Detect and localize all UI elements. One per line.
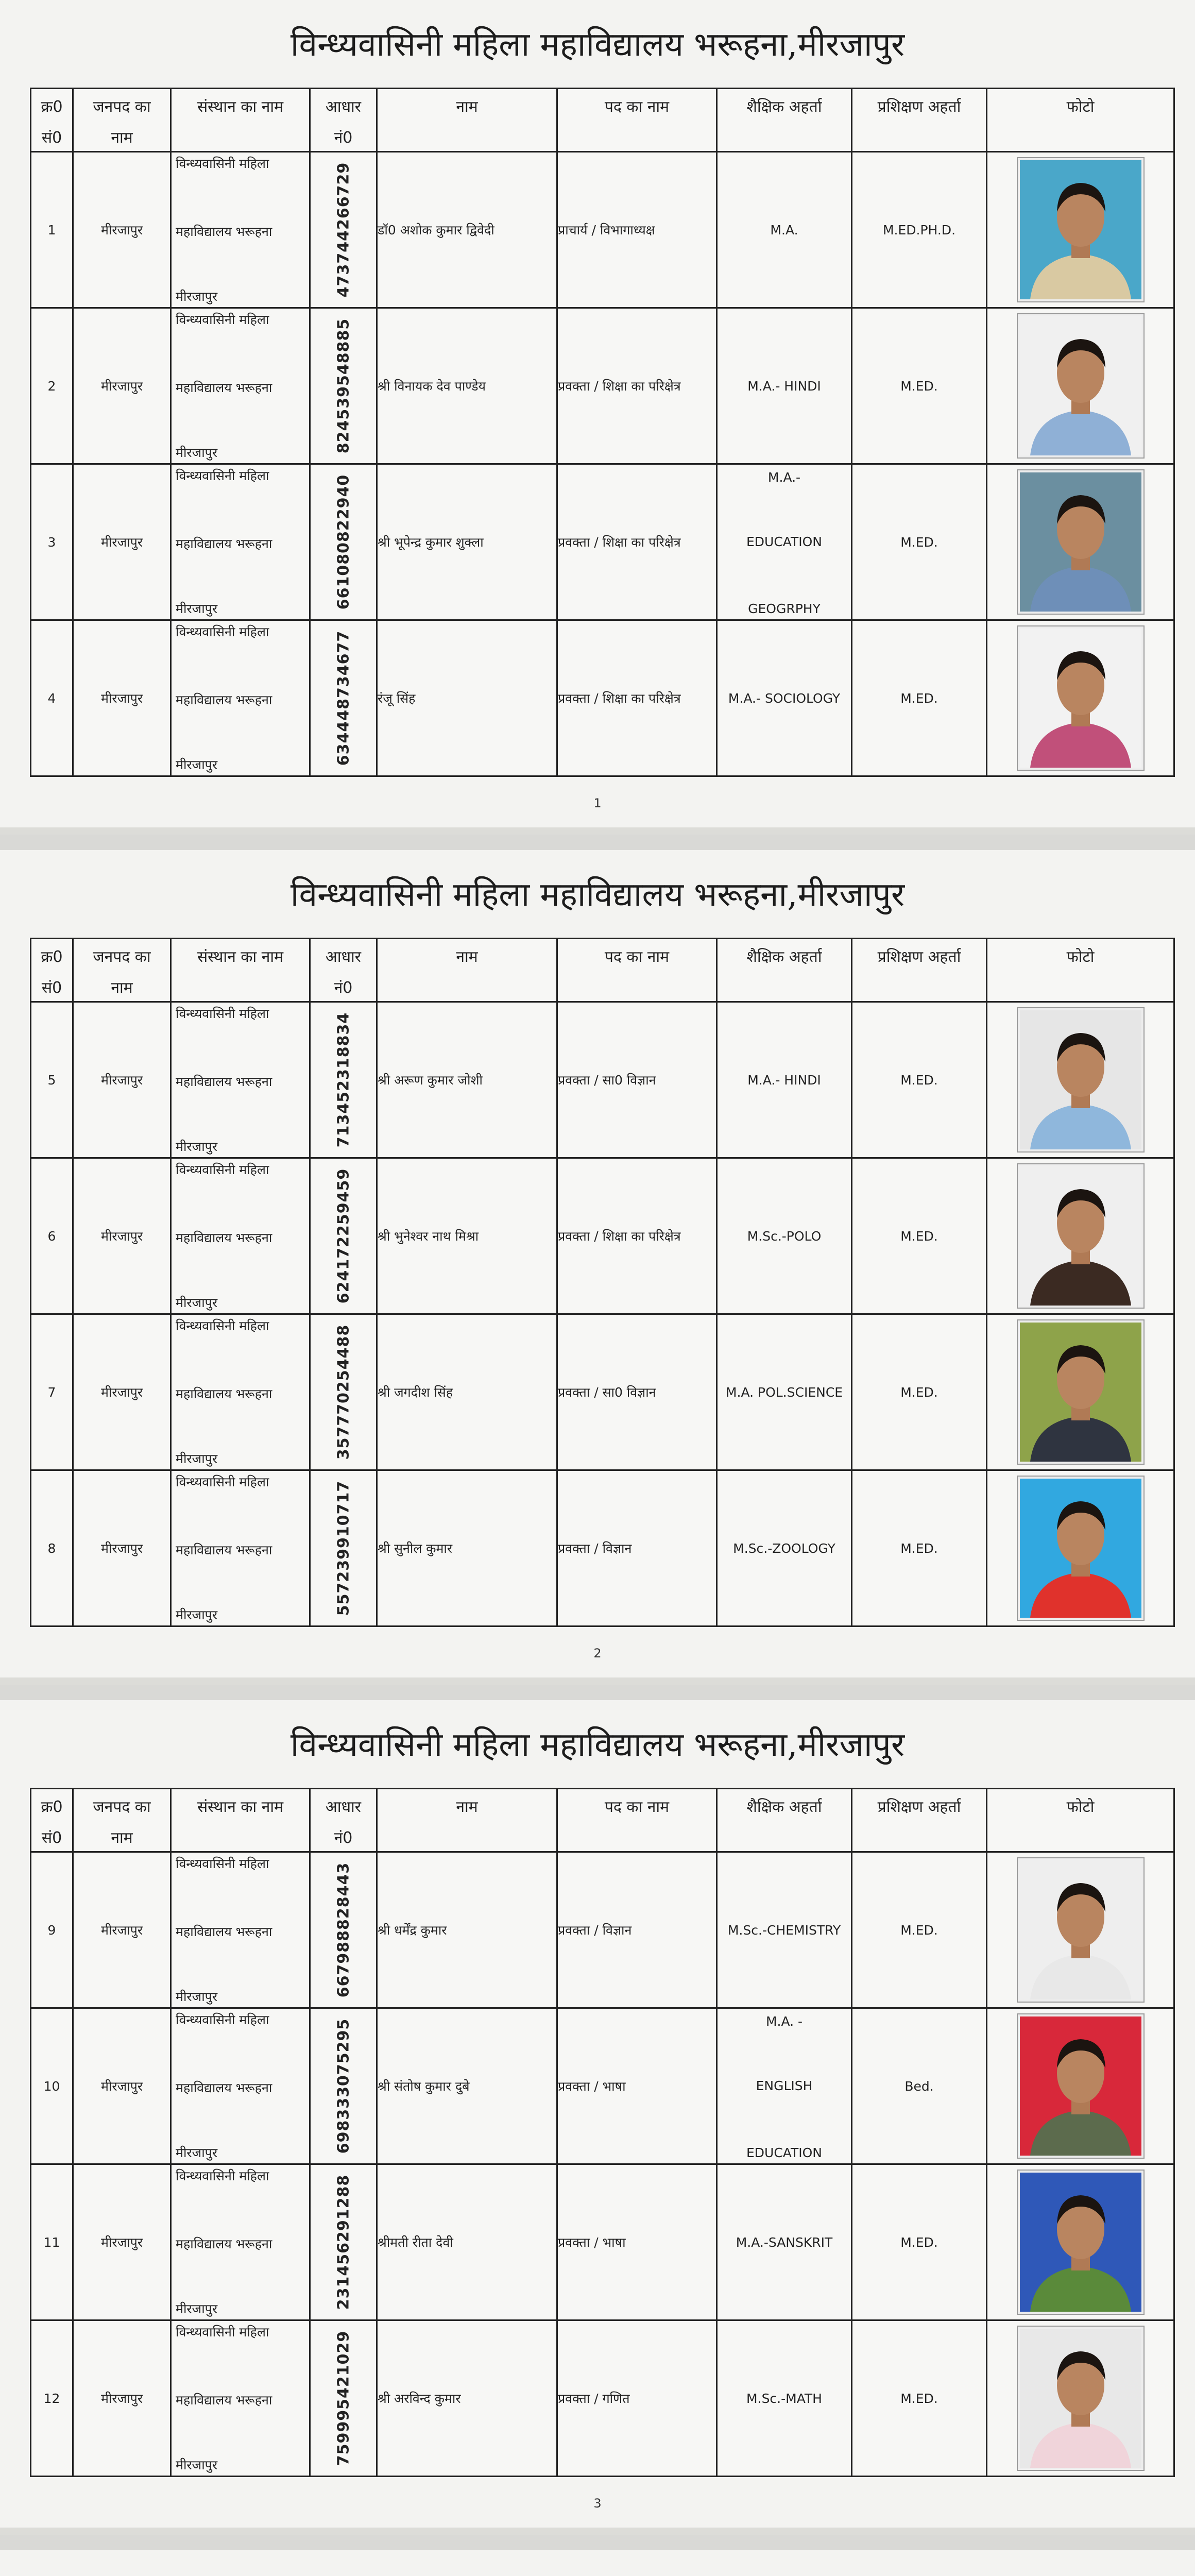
header-serial-bottom: सं0 (31, 122, 73, 152)
training-qualification: M.ED. (852, 1470, 987, 1626)
institution-line: महाविद्यालय भरूहना (176, 2080, 272, 2095)
serial-number: 3 (31, 464, 73, 620)
staff-table (30, 88, 1175, 777)
header-serial-top: क्र0 (31, 89, 73, 123)
header-row-top (31, 939, 1174, 973)
institution-line: विन्ध्यवासिनी महिला (176, 1006, 269, 1021)
institution-name (171, 308, 310, 464)
person-photo-image (1020, 2329, 1141, 2468)
training-qualification: M.ED. (852, 308, 987, 464)
training-qualification: M.ED. (852, 2164, 987, 2320)
institution-line: मीरजापुर (176, 1451, 218, 1466)
header-qualification-bottom (717, 1822, 852, 1852)
photo-cell (987, 2008, 1174, 2164)
person-photo-image (1020, 2173, 1141, 2312)
institution-line: महाविद्यालय भरूहना (176, 536, 272, 551)
aadhaar-number: 824539548885 (334, 318, 352, 454)
header-aadhaar-bottom: नं0 (310, 972, 377, 1002)
passport-photo (1018, 2327, 1143, 2470)
header-training-bottom (852, 122, 987, 152)
photo-cell (987, 620, 1174, 776)
serial-number: 2 (31, 308, 73, 464)
aadhaar-cell (310, 2320, 377, 2477)
qualification (717, 1002, 852, 1158)
post-name: प्रवक्ता / विज्ञान (557, 1852, 717, 2008)
person-photo-image (1020, 1166, 1141, 1306)
header-institution-bottom (171, 972, 310, 1002)
document-page (0, 850, 1195, 1685)
serial-number: 5 (31, 1002, 73, 1158)
header-qualification-top: शैक्षिक अहर्ता (717, 1789, 852, 1823)
aadhaar-number: 473744266729 (334, 162, 352, 298)
institution-line: विन्ध्यवासिनी महिला (176, 312, 269, 327)
header-qualification-top: शैक्षिक अहर्ता (717, 939, 852, 973)
header-row-bottom (31, 972, 1174, 1002)
aadhaar-number: 557239910717 (334, 1480, 352, 1616)
photo-cell (987, 1314, 1174, 1470)
qualification-line: M.Sc.-CHEMISTRY (727, 1922, 841, 1938)
photo-cell (987, 308, 1174, 464)
qualification-line: M.A.- HINDI (747, 1072, 821, 1088)
header-post-top: पद का नाम (557, 939, 717, 973)
table-row (31, 1470, 1174, 1626)
institution-line: मीरजापुर (176, 757, 218, 772)
training-qualification: M.ED. (852, 464, 987, 620)
passport-photo (1018, 2171, 1143, 2314)
institution-line: मीरजापुर (176, 601, 218, 616)
header-photo-top: फोटो (987, 939, 1174, 973)
institution-line: मीरजापुर (176, 289, 218, 304)
qualification-line: M.Sc.-ZOOLOGY (733, 1540, 835, 1556)
staff-name: श्री विनायक देव पाण्डेय (377, 308, 557, 464)
passport-photo (1018, 1477, 1143, 1620)
institution-line: महाविद्यालय भरूहना (176, 692, 272, 707)
header-serial-bottom: सं0 (31, 972, 73, 1002)
serial-number: 11 (31, 2164, 73, 2320)
post-name: प्राचार्य / विभागाध्यक्ष (557, 152, 717, 308)
photo-cell (987, 464, 1174, 620)
header-photo-bottom (987, 1822, 1174, 1852)
person-photo-image (1020, 1860, 1141, 1999)
header-training-top: प्रशिक्षण अहर्ता (852, 1789, 987, 1823)
institution-line: मीरजापुर (176, 1139, 218, 1154)
post-name: प्रवक्ता / शिक्षा का परिक्षेत्र (557, 464, 717, 620)
table-row (31, 464, 1174, 620)
institution-line: महाविद्यालय भरूहना (176, 1230, 272, 1245)
person-photo-image (1020, 2016, 1141, 2156)
page-number: 2 (593, 1646, 602, 1660)
aadhaar-number: 231456291288 (334, 2174, 352, 2310)
header-row-top (31, 1789, 1174, 1823)
aadhaar-number: 624172259459 (334, 1168, 352, 1304)
passport-photo (1018, 158, 1143, 301)
person-photo-image (1020, 1323, 1141, 1462)
header-aadhaar-top: आधार (310, 89, 377, 123)
post-name: प्रवक्ता / भाषा (557, 2008, 717, 2164)
person-photo-image (1020, 316, 1141, 455)
header-aadhaar-top: आधार (310, 1789, 377, 1823)
institution-line: महाविद्यालय भरूहना (176, 2393, 272, 2408)
qualification (717, 1158, 852, 1314)
staff-name: श्री भूपेन्द्र कुमार शुक्ला (377, 464, 557, 620)
training-qualification: M.ED.PH.D. (852, 152, 987, 308)
serial-number: 12 (31, 2320, 73, 2477)
institution-line: मीरजापुर (176, 445, 218, 460)
header-district-top: जनपद का (73, 939, 171, 973)
staff-table (30, 938, 1175, 1627)
qualification-line: M.A. POL.SCIENCE (725, 1384, 843, 1400)
institution-name (171, 1852, 310, 2008)
header-training-bottom (852, 1822, 987, 1852)
table-row (31, 308, 1174, 464)
serial-number: 9 (31, 1852, 73, 2008)
qualification (717, 308, 852, 464)
header-name-bottom (377, 1822, 557, 1852)
training-qualification: M.ED. (852, 1158, 987, 1314)
photo-cell (987, 1852, 1174, 2008)
staff-name: रंजू सिंह (377, 620, 557, 776)
post-name: प्रवक्ता / गणित (557, 2320, 717, 2477)
qualification (717, 1852, 852, 2008)
training-qualification: M.ED. (852, 620, 987, 776)
header-district-bottom: नाम (73, 972, 171, 1002)
institution-line: मीरजापुर (176, 2458, 218, 2472)
qualification-line: GEOGRPHY (748, 601, 821, 616)
district-name: मीरजापुर (73, 1470, 171, 1626)
document-page (0, 0, 1195, 835)
post-name: प्रवक्ता / शिक्षा का परिक्षेत्र (557, 308, 717, 464)
table-row (31, 620, 1174, 776)
institution-name (171, 464, 310, 620)
institution-line: मीरजापुर (176, 2145, 218, 2160)
institution-line: विन्ध्यवासिनी महिला (176, 1318, 269, 1333)
header-district-bottom: नाम (73, 122, 171, 152)
institution-name (171, 620, 310, 776)
institution-name (171, 2008, 310, 2164)
photo-cell (987, 1158, 1174, 1314)
aadhaar-number: 667988828443 (334, 1862, 352, 1998)
district-name: मीरजापुर (73, 2008, 171, 2164)
person-photo-image (1020, 472, 1141, 612)
header-post-top: पद का नाम (557, 89, 717, 123)
header-district-top: जनपद का (73, 89, 171, 123)
district-name: मीरजापुर (73, 464, 171, 620)
institution-line: महाविद्यालय भरूहना (176, 1924, 272, 1939)
header-name-top: नाम (377, 89, 557, 123)
institution-name (171, 1158, 310, 1314)
aadhaar-cell (310, 1852, 377, 2008)
institution-line: विन्ध्यवासिनी महिला (176, 2168, 269, 2183)
header-institution-top: संस्थान का नाम (171, 939, 310, 973)
serial-number: 7 (31, 1314, 73, 1470)
page-number: 1 (593, 796, 602, 810)
qualification-line: M.A.- (767, 470, 801, 485)
header-row-bottom (31, 1822, 1174, 1852)
document-page (0, 2550, 1195, 2576)
institution-line: मीरजापुर (176, 1295, 218, 1310)
staff-name: श्रीमती रीता देवी (377, 2164, 557, 2320)
aadhaar-cell (310, 464, 377, 620)
serial-number: 4 (31, 620, 73, 776)
qualification (717, 1470, 852, 1626)
person-photo-image (1020, 629, 1141, 768)
header-serial-bottom: सं0 (31, 1822, 73, 1852)
header-training-bottom (852, 972, 987, 1002)
district-name: मीरजापुर (73, 1314, 171, 1470)
post-name: प्रवक्ता / सा0 विज्ञान (557, 1314, 717, 1470)
post-name: प्रवक्ता / भाषा (557, 2164, 717, 2320)
qualification (717, 464, 852, 620)
institution-line: विन्ध्यवासिनी महिला (176, 1475, 269, 1489)
header-aadhaar-top: आधार (310, 939, 377, 973)
serial-number: 1 (31, 152, 73, 308)
header-photo-bottom (987, 122, 1174, 152)
training-qualification: M.ED. (852, 2320, 987, 2477)
header-name-bottom (377, 122, 557, 152)
staff-name: श्री संतोष कुमार दुबे (377, 2008, 557, 2164)
header-row-top (31, 89, 1174, 123)
photo-cell (987, 2164, 1174, 2320)
qualification-line: M.A.-SANSKRIT (736, 2234, 833, 2250)
passport-photo (1018, 314, 1143, 457)
qualification (717, 2008, 852, 2164)
district-name: मीरजापुर (73, 1002, 171, 1158)
staff-name: श्री अरूण कुमार जोशी (377, 1002, 557, 1158)
header-institution-bottom (171, 1822, 310, 1852)
header-serial-top: क्र0 (31, 1789, 73, 1823)
training-qualification: M.ED. (852, 1002, 987, 1158)
header-name-bottom (377, 972, 557, 1002)
aadhaar-number: 357770254488 (334, 1324, 352, 1460)
staff-name: श्री सुनील कुमार (377, 1470, 557, 1626)
institution-name (171, 152, 310, 308)
header-district-top: जनपद का (73, 1789, 171, 1823)
qualification (717, 152, 852, 308)
qualification-line: M.A.- SOCIOLOGY (728, 690, 841, 706)
photo-cell (987, 2320, 1174, 2477)
qualification-line: ENGLISH (756, 2078, 813, 2093)
header-photo-top: फोटो (987, 89, 1174, 123)
header-qualification-top: शैक्षिक अहर्ता (717, 89, 852, 123)
staff-name: श्री अरविन्द कुमार (377, 2320, 557, 2477)
aadhaar-number: 698333075295 (334, 2018, 352, 2154)
photo-cell (987, 1470, 1174, 1626)
staff-name: डॉ0 अशोक कुमार द्विवेदी (377, 152, 557, 308)
institution-line: विन्ध्यवासिनी महिला (176, 2325, 269, 2340)
person-photo-image (1020, 160, 1141, 299)
aadhaar-cell (310, 1470, 377, 1626)
staff-table (30, 1788, 1175, 2477)
header-post-bottom (557, 122, 717, 152)
header-name-top: नाम (377, 1789, 557, 1823)
qualification-line: M.Sc.-MATH (746, 2391, 822, 2406)
photo-cell (987, 152, 1174, 308)
institution-name (171, 1314, 310, 1470)
header-serial-top: क्र0 (31, 939, 73, 973)
institution-line: महाविद्यालय भरूहना (176, 380, 272, 395)
passport-photo (1018, 1320, 1143, 1464)
aadhaar-cell (310, 1002, 377, 1158)
post-name: प्रवक्ता / शिक्षा का परिक्षेत्र (557, 1158, 717, 1314)
staff-name: श्री भुनेश्वर नाथ मिश्रा (377, 1158, 557, 1314)
district-name: मीरजापुर (73, 2164, 171, 2320)
institution-line: विन्ध्यवासिनी महिला (176, 624, 269, 639)
table-row (31, 2008, 1174, 2164)
aadhaar-cell (310, 2008, 377, 2164)
aadhaar-cell (310, 620, 377, 776)
post-name: प्रवक्ता / शिक्षा का परिक्षेत्र (557, 620, 717, 776)
training-qualification: Bed. (852, 2008, 987, 2164)
table-row (31, 1002, 1174, 1158)
aadhaar-cell (310, 2164, 377, 2320)
post-name: प्रवक्ता / विज्ञान (557, 1470, 717, 1626)
district-name: मीरजापुर (73, 2320, 171, 2477)
passport-photo (1018, 470, 1143, 614)
passport-photo (1018, 1164, 1143, 1308)
header-photo-top: फोटो (987, 1789, 1174, 1823)
institution-line: विन्ध्यवासिनी महिला (176, 2012, 269, 2027)
page-title (0, 2572, 1195, 2576)
aadhaar-cell (310, 1314, 377, 1470)
district-name: मीरजापुर (73, 152, 171, 308)
staff-name: श्री धर्मेंद्र कुमार (377, 1852, 557, 2008)
aadhaar-number: 713452318834 (334, 1012, 352, 1148)
qualification (717, 620, 852, 776)
institution-line: मीरजापुर (176, 2301, 218, 2316)
header-post-bottom (557, 972, 717, 1002)
aadhaar-number: 759995421029 (334, 2330, 352, 2466)
header-row-bottom (31, 122, 1174, 152)
aadhaar-number: 634448734677 (334, 630, 352, 766)
qualification-line: M.A. - (765, 2014, 803, 2029)
person-photo-image (1020, 1010, 1141, 1149)
aadhaar-number: 661080822940 (334, 474, 352, 610)
training-qualification: M.ED. (852, 1852, 987, 2008)
training-qualification: M.ED. (852, 1314, 987, 1470)
qualification-line: EDUCATION (746, 534, 822, 549)
institution-line: महाविद्यालय भरूहना (176, 1074, 272, 1089)
header-photo-bottom (987, 972, 1174, 1002)
header-post-bottom (557, 1822, 717, 1852)
page-title: विन्ध्यवासिनी महिला महाविद्यालय भरूहना,मीरजापुर (290, 876, 905, 914)
serial-number: 8 (31, 1470, 73, 1626)
header-qualification-bottom (717, 122, 852, 152)
qualification-line: M.A. (770, 222, 798, 238)
institution-line: विन्ध्यवासिनी महिला (176, 1162, 269, 1177)
table-row (31, 2164, 1174, 2320)
header-post-top: पद का नाम (557, 1789, 717, 1823)
header-qualification-bottom (717, 972, 852, 1002)
table-row (31, 152, 1174, 308)
header-institution-top: संस्थान का नाम (171, 1789, 310, 1823)
institution-line: महाविद्यालय भरूहना (176, 1386, 272, 1401)
institution-line: महाविद्यालय भरूहना (176, 224, 272, 239)
serial-number: 10 (31, 2008, 73, 2164)
qualification (717, 1314, 852, 1470)
person-photo-image (1020, 1479, 1141, 1618)
passport-photo (1018, 1008, 1143, 1151)
page-number: 3 (593, 2496, 602, 2511)
header-institution-top: संस्थान का नाम (171, 89, 310, 123)
document-page (0, 1700, 1195, 2535)
institution-line: महाविद्यालय भरूहना (176, 2236, 272, 2251)
qualification-line: EDUCATION (746, 2145, 822, 2160)
institution-line: विन्ध्यवासिनी महिला (176, 156, 269, 171)
header-aadhaar-bottom: नं0 (310, 1822, 377, 1852)
page-title: विन्ध्यवासिनी महिला महाविद्यालय भरूहना,मीरजापुर (290, 26, 905, 64)
staff-name: श्री जगदीश सिंह (377, 1314, 557, 1470)
institution-line: विन्ध्यवासिनी महिला (176, 1856, 269, 1871)
district-name: मीरजापुर (73, 1852, 171, 2008)
institution-line: महाविद्यालय भरूहना (176, 1543, 272, 1557)
header-aadhaar-bottom: नं0 (310, 122, 377, 152)
post-name: प्रवक्ता / सा0 विज्ञान (557, 1002, 717, 1158)
institution-name (171, 2164, 310, 2320)
table-row (31, 1852, 1174, 2008)
institution-name (171, 1002, 310, 1158)
photo-cell (987, 1002, 1174, 1158)
passport-photo (1018, 626, 1143, 770)
institution-line: विन्ध्यवासिनी महिला (176, 468, 269, 483)
institution-name (171, 1470, 310, 1626)
passport-photo (1018, 2014, 1143, 2158)
district-name: मीरजापुर (73, 620, 171, 776)
serial-number: 6 (31, 1158, 73, 1314)
qualification (717, 2164, 852, 2320)
table-row (31, 1314, 1174, 1470)
aadhaar-cell (310, 1158, 377, 1314)
qualification (717, 2320, 852, 2477)
institution-line: मीरजापुर (176, 1989, 218, 2004)
institution-name (171, 2320, 310, 2477)
passport-photo (1018, 1858, 1143, 2002)
aadhaar-cell (310, 308, 377, 464)
table-row (31, 2320, 1174, 2477)
qualification-line: M.A.- HINDI (747, 378, 821, 394)
page-title: विन्ध्यवासिनी महिला महाविद्यालय भरूहना,मीरजापुर (290, 1726, 905, 1764)
table-row (31, 1158, 1174, 1314)
header-training-top: प्रशिक्षण अहर्ता (852, 89, 987, 123)
district-name: मीरजापुर (73, 1158, 171, 1314)
qualification-line: M.Sc.-POLO (747, 1228, 822, 1244)
header-name-top: नाम (377, 939, 557, 973)
header-training-top: प्रशिक्षण अहर्ता (852, 939, 987, 973)
aadhaar-cell (310, 152, 377, 308)
institution-line: मीरजापुर (176, 1607, 218, 1622)
header-institution-bottom (171, 122, 310, 152)
header-district-bottom: नाम (73, 1822, 171, 1852)
district-name: मीरजापुर (73, 308, 171, 464)
